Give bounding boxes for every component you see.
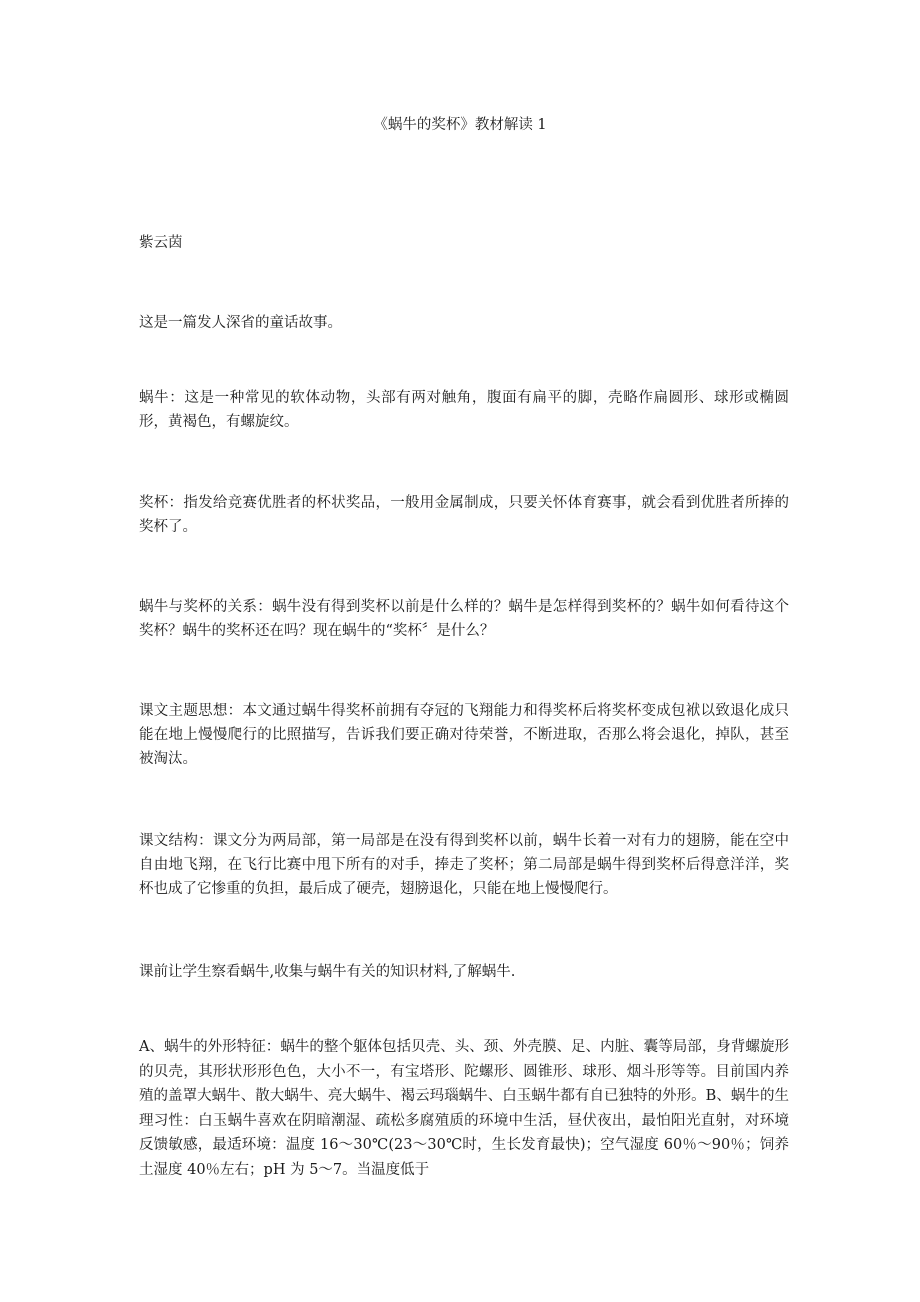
- paragraph-preparation: 课前让学生察看蜗牛,收集与蜗牛有关的知识材料,了解蜗牛.: [139, 964, 516, 980]
- paragraph-snail: 蜗牛：这是一种常见的软体动物，头部有两对触角，腹面有扁平的脚，壳略作扁圆形、球形或椭圆形，黄褐色，有螺旋纹。: [139, 390, 789, 430]
- paragraph-intro: 这是一篇发人深省的童话故事。: [139, 315, 342, 331]
- document-title: 《蜗牛的奖杯》教材解读 1: [373, 117, 547, 133]
- paragraph-relation: 蜗牛与奖杯的关系：蜗牛没有得到奖杯以前是什么样的？蜗牛是怎样得到奖杯的？蜗牛如何看待这个奖杯？蜗牛的奖杯还在吗？现在蜗牛的“奖杯〞是什么？: [139, 599, 789, 639]
- paragraph-trophy: 奖杯：指发给竞赛优胜者的杯状奖品，一般用金属制成，只要关怀体育赛事，就会看到优胜者所捧的奖杯了。: [139, 495, 789, 535]
- paragraph-structure: 课文结构：课文分为两局部，第一局部是在没有得到奖杯以前，蜗牛长着一对有力的翅膀，能在空中自由地飞翔，在飞行比赛中甩下所有的对手，捧走了奖杯；第二局部是蜗牛得到奖杯后得意洋洋，奖杯也成了它惨重的负担，最后成了硬壳，翅膀退化，只能在地上慢慢爬行。: [139, 833, 789, 897]
- paragraph-features: A、蜗牛的外形特征：蜗牛的整个躯体包括贝壳、头、颈、外壳膜、足、内脏、囊等局部，身背螺旋形的贝壳，其形状形形色色，大小不一，有宝塔形、陀螺形、圆锥形、球形、烟斗形等等。目前国内养殖的盖罩大蜗牛、散大蜗牛、亮大蜗牛、褐云玛瑙蜗牛、白玉蜗牛都有自已独特的外形。B、蜗牛的生理习性：白玉蜗牛喜欢在阴暗潮湿、疏松多腐殖质的环境中生活，昼伏夜出，最怕阳光直射，对环境反馈敏感，最适环境：温度 16～30℃(23～30℃时，生长发育最快)；空气湿度 60％～90％；饲养土湿度 40％左右；pH 为 5～7。当温度低于: [139, 1039, 789, 1178]
- author-line: 紫云茵: [139, 235, 183, 251]
- paragraph-theme: 课文主题思想：本文通过蜗牛得奖杯前拥有夺冠的飞翔能力和得奖杯后将奖杯变成包袱以致退化成只能在地上慢慢爬行的比照描写，告诉我们要正确对待荣誉，不断进取，否那么将会退化，掉队，甚至被淘汰。: [139, 703, 789, 767]
